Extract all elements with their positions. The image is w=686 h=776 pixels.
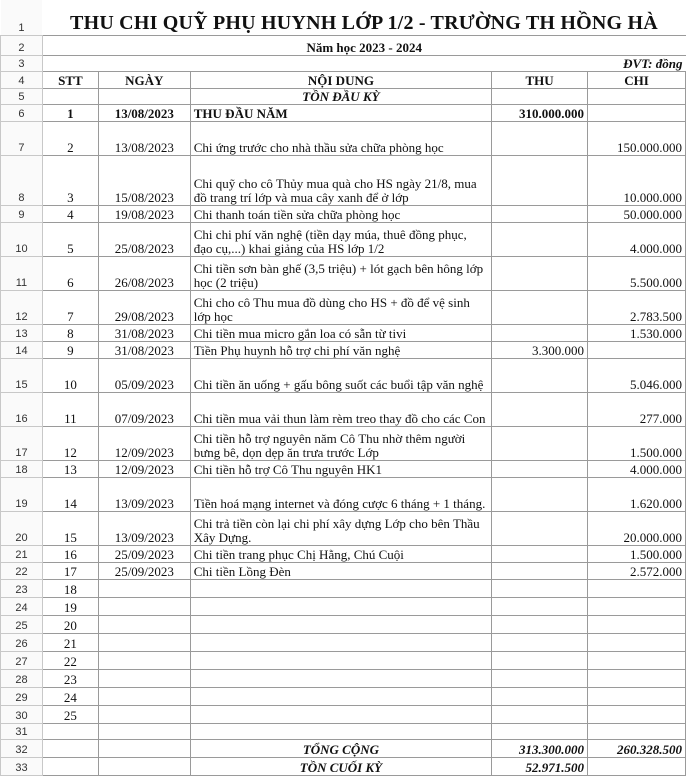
table-row — [1, 705, 686, 723]
cell-stt: 10 — [42, 358, 98, 392]
cell-content — [190, 669, 491, 687]
row-number: 14 — [1, 341, 43, 358]
cell-content: Chi tiền Lồng Đèn — [190, 562, 491, 579]
cell-stt: 17 — [42, 562, 98, 579]
cell-content — [190, 615, 491, 633]
table-row — [1, 104, 686, 121]
cell-stt: 5 — [42, 222, 98, 256]
cell-date: 31/08/2023 — [98, 341, 190, 358]
cell-date — [98, 651, 190, 669]
row-number: 20 — [1, 511, 43, 545]
cell-chi — [588, 651, 686, 669]
cell-chi: 1.620.000 — [588, 477, 686, 511]
table-row — [1, 341, 686, 358]
row-number: 32 — [1, 739, 43, 757]
cell-chi — [588, 341, 686, 358]
cell-chi: 1.500.000 — [588, 545, 686, 562]
row-number: 11 — [1, 256, 43, 290]
cell-content: Chi tiền mua vải thun làm rèm treo thay đồ cho các Con — [190, 392, 491, 426]
cell-thu — [492, 579, 588, 597]
table-row — [1, 155, 686, 205]
cell-chi: 5.500.000 — [588, 256, 686, 290]
cell-date: 15/08/2023 — [98, 155, 190, 205]
sheet-title: THU CHI QUỸ PHỤ HUYNH LỚP 1/2 - TRƯỜNG TH HỒNG HÀ — [42, 0, 685, 35]
cell-thu — [492, 256, 588, 290]
row-number: 6 — [1, 104, 43, 121]
cell-content: THU ĐẦU NĂM — [190, 104, 491, 121]
row-number: 30 — [1, 705, 43, 723]
cell-date: 19/08/2023 — [98, 205, 190, 222]
table-row — [1, 633, 686, 651]
cell-chi — [588, 104, 686, 121]
total-thu: 313.300.000 — [492, 739, 588, 757]
cell-thu — [492, 597, 588, 615]
cell-content — [190, 597, 491, 615]
cell-stt: 4 — [42, 205, 98, 222]
row-number: 12 — [1, 290, 43, 324]
row-number: 5 — [1, 88, 43, 104]
cell-date: 25/08/2023 — [98, 222, 190, 256]
row-number: 23 — [1, 579, 43, 597]
cell-date: 25/09/2023 — [98, 545, 190, 562]
cell-chi: 4.000.000 — [588, 222, 686, 256]
cell-chi — [588, 633, 686, 651]
header-stt: STT — [42, 71, 98, 88]
table-row — [1, 511, 686, 545]
cell-thu: 310.000.000 — [492, 104, 588, 121]
cell-content — [190, 579, 491, 597]
cell-date: 13/09/2023 — [98, 511, 190, 545]
row-number: 1 — [1, 0, 43, 35]
cell-date — [98, 633, 190, 651]
cell-thu — [492, 324, 588, 341]
total-chi: 260.328.500 — [588, 739, 686, 757]
cell-chi: 2.783.500 — [588, 290, 686, 324]
cell-date: 25/09/2023 — [98, 562, 190, 579]
row-number: 7 — [1, 121, 43, 155]
table-row — [1, 687, 686, 705]
cell-content: Chi tiền ăn uống + gấu bông suốt các buổi tập văn nghệ — [190, 358, 491, 392]
row-number: 10 — [1, 222, 43, 256]
cell-content: Chi tiền hỗ trợ Cô Thu nguyên HK1 — [190, 460, 491, 477]
table-row — [1, 545, 686, 562]
cell-date: 13/08/2023 — [98, 121, 190, 155]
cell-stt: 21 — [42, 633, 98, 651]
cell-chi — [588, 687, 686, 705]
cell-stt: 9 — [42, 341, 98, 358]
table-row — [1, 597, 686, 615]
header-content: NỘI DUNG — [190, 71, 491, 88]
cell-chi — [588, 615, 686, 633]
cell-content: Chi tiền mua micro gắn loa có sẵn từ tivi — [190, 324, 491, 341]
row-number: 17 — [1, 426, 43, 460]
cell-content: Chi tiền hỗ trợ nguyên năm Cô Thu nhờ thêm người bưng bê, dọn dẹp ăn trưa trước Lớp — [190, 426, 491, 460]
cell-thu — [492, 426, 588, 460]
school-year: Năm học 2023 - 2024 — [42, 35, 685, 55]
table-row — [1, 579, 686, 597]
cell-thu — [492, 615, 588, 633]
row-number: 21 — [1, 545, 43, 562]
subtitle-row — [1, 35, 686, 55]
row-number: 27 — [1, 651, 43, 669]
cell-date: 13/09/2023 — [98, 477, 190, 511]
cell-thu — [492, 511, 588, 545]
spacer-row — [1, 723, 686, 739]
table-row — [1, 615, 686, 633]
cell-content — [190, 633, 491, 651]
row-number: 9 — [1, 205, 43, 222]
cell-chi: 2.572.000 — [588, 562, 686, 579]
cell-thu — [492, 545, 588, 562]
table-row — [1, 324, 686, 341]
table-row — [1, 477, 686, 511]
cell-thu — [492, 358, 588, 392]
cell-stt: 23 — [42, 669, 98, 687]
cell-date: 31/08/2023 — [98, 324, 190, 341]
cell-stt: 12 — [42, 426, 98, 460]
cell-stt: 14 — [42, 477, 98, 511]
cell-date — [98, 579, 190, 597]
total-label: TỔNG CỘNG — [190, 739, 491, 757]
currency-unit: ĐVT: đồng — [42, 55, 685, 71]
cell-date — [98, 705, 190, 723]
row-number: 18 — [1, 460, 43, 477]
table-row — [1, 358, 686, 392]
row-number: 19 — [1, 477, 43, 511]
cell-chi: 1.530.000 — [588, 324, 686, 341]
cell-thu — [492, 205, 588, 222]
table-row — [1, 426, 686, 460]
row-number: 16 — [1, 392, 43, 426]
table-row — [1, 256, 686, 290]
row-number: 3 — [1, 55, 43, 71]
row-number: 25 — [1, 615, 43, 633]
cell-content: Tiền hoá mạng internet và đóng cược 6 tháng + 1 tháng. — [190, 477, 491, 511]
table-row — [1, 290, 686, 324]
cell-date: 26/08/2023 — [98, 256, 190, 290]
closing-balance-thu: 52.971.500 — [492, 757, 588, 775]
cell-stt: 3 — [42, 155, 98, 205]
cell-stt: 19 — [42, 597, 98, 615]
cell-date — [98, 669, 190, 687]
cell-stt: 13 — [42, 460, 98, 477]
cell-chi: 150.000.000 — [588, 121, 686, 155]
cell-chi — [588, 579, 686, 597]
table-row — [1, 651, 686, 669]
cell-stt: 20 — [42, 615, 98, 633]
cell-thu: 3.300.000 — [492, 341, 588, 358]
closing-balance-label: TỒN CUỐI KỲ — [190, 757, 491, 775]
row-number: 33 — [1, 757, 43, 775]
row-number: 28 — [1, 669, 43, 687]
cell-stt: 11 — [42, 392, 98, 426]
table-row — [1, 392, 686, 426]
header-row — [1, 71, 686, 88]
cell-stt: 16 — [42, 545, 98, 562]
cell-thu — [492, 392, 588, 426]
table-row — [1, 205, 686, 222]
cell-date: 12/09/2023 — [98, 460, 190, 477]
cell-chi: 1.500.000 — [588, 426, 686, 460]
row-number: 22 — [1, 562, 43, 579]
cell-stt: 6 — [42, 256, 98, 290]
unit-row — [1, 55, 686, 71]
cell-thu — [492, 155, 588, 205]
cell-content: Chi quỹ cho cô Thủy mua quà cho HS ngày 21/8, mua đồ trang trí lớp và mua cây xanh để ở lớp — [190, 155, 491, 205]
cell-thu — [492, 121, 588, 155]
cell-stt: 18 — [42, 579, 98, 597]
table-row — [1, 669, 686, 687]
cell-stt: 22 — [42, 651, 98, 669]
cell-chi: 4.000.000 — [588, 460, 686, 477]
cell-date — [98, 687, 190, 705]
cell-thu — [492, 562, 588, 579]
table-row — [1, 222, 686, 256]
cell-thu — [492, 669, 588, 687]
cell-chi: 10.000.000 — [588, 155, 686, 205]
cell-stt: 8 — [42, 324, 98, 341]
row-number: 29 — [1, 687, 43, 705]
cell-stt: 25 — [42, 705, 98, 723]
cell-thu — [492, 705, 588, 723]
cell-content: Chi tiền sơn bàn ghế (3,5 triệu) + lót gạch bên hông lớp học (2 triệu) — [190, 256, 491, 290]
row-number: 26 — [1, 633, 43, 651]
cell-date: 29/08/2023 — [98, 290, 190, 324]
total-row — [1, 739, 686, 757]
row-number: 2 — [1, 35, 43, 55]
table-row — [1, 121, 686, 155]
cell-date: 13/08/2023 — [98, 104, 190, 121]
cell-thu — [492, 633, 588, 651]
cell-thu — [492, 651, 588, 669]
row-number: 31 — [1, 723, 43, 739]
cell-content: Chi ứng trước cho nhà thầu sửa chữa phòng học — [190, 121, 491, 155]
opening-balance-row — [1, 88, 686, 104]
table-row — [1, 460, 686, 477]
row-number: 24 — [1, 597, 43, 615]
header-chi: CHI — [588, 71, 686, 88]
cell-chi: 20.000.000 — [588, 511, 686, 545]
cell-stt: 7 — [42, 290, 98, 324]
cell-stt: 1 — [42, 104, 98, 121]
row-number: 8 — [1, 155, 43, 205]
cell-content: Chi trả tiền còn lại chi phí xây dựng Lớp cho bên Thầu Xây Dựng. — [190, 511, 491, 545]
cell-thu — [492, 477, 588, 511]
cell-date: 05/09/2023 — [98, 358, 190, 392]
cell-chi: 50.000.000 — [588, 205, 686, 222]
cell-chi — [588, 669, 686, 687]
cell-chi — [588, 705, 686, 723]
header-thu: THU — [492, 71, 588, 88]
cell-date: 12/09/2023 — [98, 426, 190, 460]
cell-content: Chi tiền trang phục Chị Hằng, Chú Cuội — [190, 545, 491, 562]
cell-date: 07/09/2023 — [98, 392, 190, 426]
cell-content — [190, 705, 491, 723]
cell-stt: 2 — [42, 121, 98, 155]
cell-chi — [588, 597, 686, 615]
opening-balance-label: TỒN ĐẦU KỲ — [190, 88, 491, 104]
cell-stt: 15 — [42, 511, 98, 545]
cell-thu — [492, 290, 588, 324]
closing-balance-row — [1, 757, 686, 775]
cell-chi: 277.000 — [588, 392, 686, 426]
cell-content: Chi thanh toán tiền sửa chữa phòng học — [190, 205, 491, 222]
cell-content: Chi chi phí văn nghệ (tiền dạy múa, thuê đồng phục, đạo cụ,...) khai giảng của HS lớp 1/2 — [190, 222, 491, 256]
cell-content — [190, 687, 491, 705]
cell-stt: 24 — [42, 687, 98, 705]
table-row — [1, 562, 686, 579]
header-date: NGÀY — [98, 71, 190, 88]
cell-thu — [492, 222, 588, 256]
cell-content: Tiền Phụ huynh hỗ trợ chi phí văn nghệ — [190, 341, 491, 358]
cell-thu — [492, 687, 588, 705]
cell-chi: 5.046.000 — [588, 358, 686, 392]
cell-date — [98, 597, 190, 615]
cell-content — [190, 651, 491, 669]
cell-date — [98, 615, 190, 633]
cell-content: Chi cho cô Thu mua đồ dùng cho HS + đồ để vệ sinh lớp học — [190, 290, 491, 324]
cell-thu — [492, 460, 588, 477]
row-number: 13 — [1, 324, 43, 341]
row-number: 4 — [1, 71, 43, 88]
title-row — [1, 0, 686, 35]
row-number: 15 — [1, 358, 43, 392]
